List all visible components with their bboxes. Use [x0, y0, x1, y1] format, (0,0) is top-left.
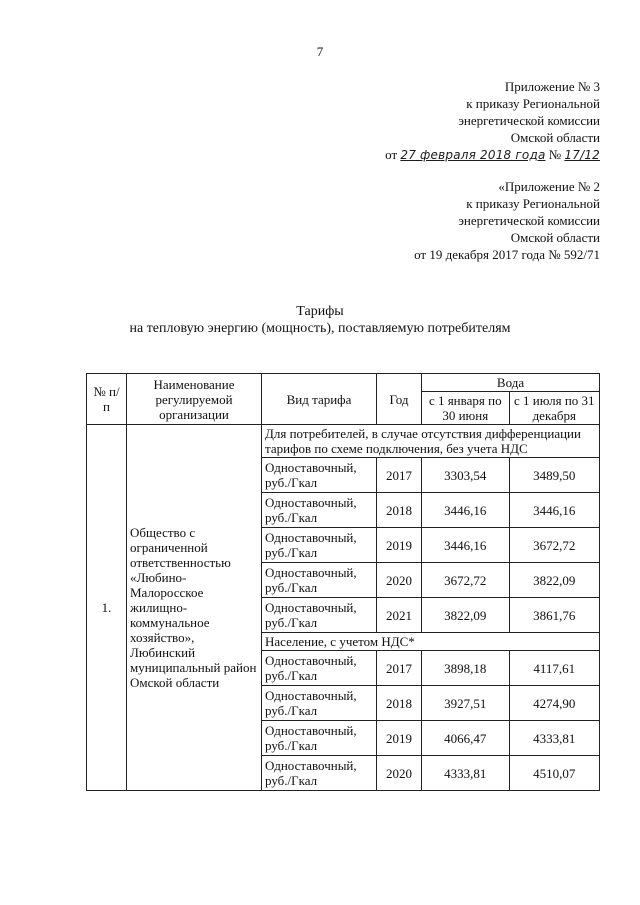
- tariff-year: 2019: [377, 528, 422, 563]
- tariff-value-second-half: 3822,09: [509, 563, 599, 598]
- tariff-value-first-half: 3822,09: [422, 598, 510, 633]
- number-prefix: №: [548, 147, 562, 162]
- tariff-value-first-half: 3303,54: [422, 458, 510, 493]
- appendix-2-header: [414, 178, 600, 263]
- header-row: [87, 374, 600, 392]
- title-subtitle: на тепловую энергию (мощность), поставляемую потребителям: [129, 321, 511, 336]
- tariff-value-first-half: 3927,51: [422, 686, 510, 721]
- handwritten-number: 17/12: [564, 148, 600, 162]
- appendix-3-header: [385, 78, 600, 164]
- tariff-kind: Одноставочный, руб./Гкал: [262, 528, 377, 563]
- header-tariff-kind: Вид тарифа: [262, 374, 377, 425]
- appendix-3-line: Омской области: [510, 130, 600, 145]
- appendix-2-title: «Приложение № 2: [498, 179, 600, 194]
- group-header-row: [87, 425, 600, 458]
- handwritten-date: 27 февраля 2018 года: [400, 148, 546, 162]
- tariff-value-first-half: 3672,72: [422, 563, 510, 598]
- tariff-value-first-half: 3446,16: [422, 493, 510, 528]
- group-label: Население, с учетом НДС*: [262, 633, 600, 651]
- appendix-2-line: к приказу Региональной: [466, 196, 600, 211]
- document-title: [0, 303, 640, 337]
- tariff-kind: Одноставочный, руб./Гкал: [262, 563, 377, 598]
- header-water: Вода: [422, 374, 600, 392]
- tariff-year: 2020: [377, 563, 422, 598]
- appendix-2-line: Омской области: [510, 230, 600, 245]
- tariff-value-first-half: 3446,16: [422, 528, 510, 563]
- group-label: Для потребителей, в случае отсутствия дифференциации тарифов по схеме подключения, без учета НДС: [262, 425, 600, 458]
- header-second-half: с 1 июля по 31 декабря: [509, 392, 599, 425]
- appendix-2-line: энергетической комиссии: [458, 213, 600, 228]
- tariff-kind: Одноставочный, руб./Гкал: [262, 493, 377, 528]
- appendix-3-line: к приказу Региональной: [466, 96, 600, 111]
- tariff-value-second-half: 4117,61: [509, 651, 599, 686]
- tariff-year: 2018: [377, 493, 422, 528]
- tariff-value-second-half: 4333,81: [509, 721, 599, 756]
- appendix-3-line: энергетической комиссии: [458, 113, 600, 128]
- tariff-kind: Одноставочный, руб./Гкал: [262, 686, 377, 721]
- header-year: Год: [377, 374, 422, 425]
- tariff-value-first-half: 4066,47: [422, 721, 510, 756]
- tariff-value-second-half: 4510,07: [509, 756, 599, 791]
- tariff-kind: Одноставочный, руб./Гкал: [262, 756, 377, 791]
- tariff-value-first-half: 4333,81: [422, 756, 510, 791]
- tariff-kind: Одноставочный, руб./Гкал: [262, 598, 377, 633]
- tariff-year: 2017: [377, 651, 422, 686]
- tariff-year: 2021: [377, 598, 422, 633]
- header-number: № п/п: [87, 374, 127, 425]
- tariff-table: [86, 373, 600, 791]
- tariff-value-second-half: 3489,50: [509, 458, 599, 493]
- tariff-value-second-half: 3861,76: [509, 598, 599, 633]
- from-prefix: от: [385, 147, 398, 162]
- tariff-year: 2019: [377, 721, 422, 756]
- tariff-kind: Одноставочный, руб./Гкал: [262, 721, 377, 756]
- appendix-3-title: Приложение № 3: [504, 79, 600, 94]
- header-first-half: с 1 января по 30 июня: [422, 392, 510, 425]
- header-organization: Наименование регулируемой организации: [127, 374, 262, 425]
- tariff-year: 2017: [377, 458, 422, 493]
- tariff-value-second-half: 3446,16: [509, 493, 599, 528]
- tariff-value-first-half: 3898,18: [422, 651, 510, 686]
- tariff-kind: Одноставочный, руб./Гкал: [262, 651, 377, 686]
- tariff-value-second-half: 4274,90: [509, 686, 599, 721]
- tariff-year: 2018: [377, 686, 422, 721]
- tariff-value-second-half: 3672,72: [509, 528, 599, 563]
- tariff-year: 2020: [377, 756, 422, 791]
- tariff-kind: Одноставочный, руб./Гкал: [262, 458, 377, 493]
- appendix-2-date-line: от 19 декабря 2017 года № 592/71: [414, 247, 600, 262]
- row-number: 1.: [87, 425, 127, 791]
- title-main: Тарифы: [296, 304, 344, 319]
- page-number: 7: [316, 44, 324, 59]
- appendix-3-date-line: [385, 146, 600, 164]
- organization-name: Общество с ограниченной ответственностью «Любино-Малоросское жилищно-коммунальное хозяйство», Любинский муниципальный район Омской области: [127, 425, 262, 791]
